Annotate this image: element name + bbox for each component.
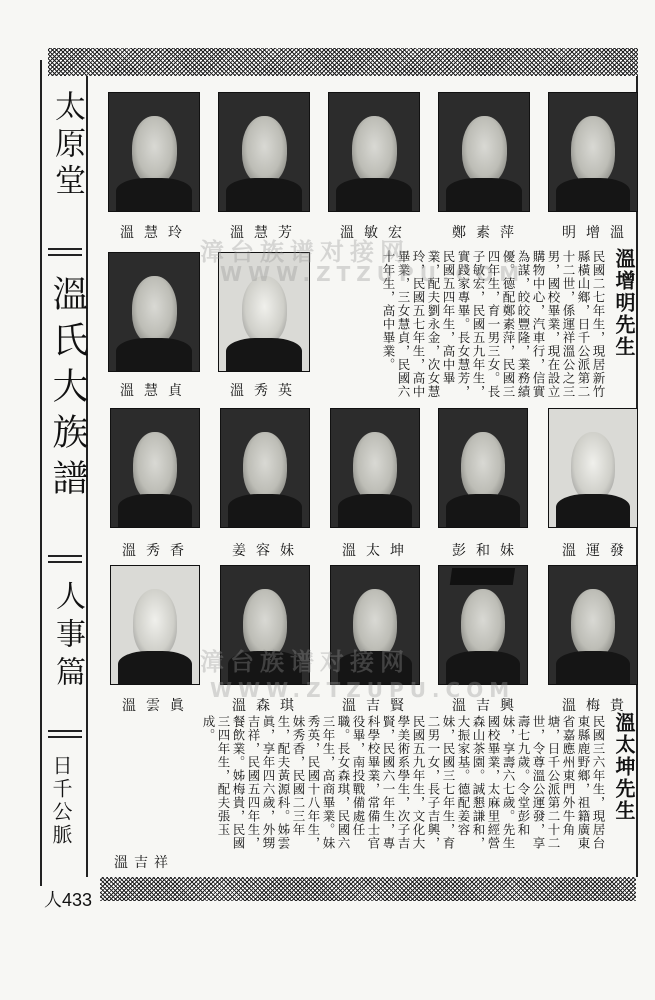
portrait-photo	[548, 92, 638, 212]
bio-text: 民國三六年生，現居台東縣鹿野鄉，祖籍廣東省嘉應州東門外牛角塘，日千公派第二十二世，令尊溫公運發，享壽七九歲。令堂彭和妹，享壽六七歲。先生國校畢業，太麻里經營森山茶園。誠懇謙和，大振家基。德配姜容妹，民國三七年生，育二男一女，長子吉興，民國五九年生，文化大學美術系學生，次子吉賢，民國六一年生，專科學校畢業，常備士官役畢，南投戰備處任職。長女森琪，民國六三年生，高商畢業。妹秀英，民國十八年生，妹秀香，民國二三年生，配夫黃源科。姊雲眞，享年四六歲，外甥吉祥，民國五四年生，餐飲業。姊梅貴，民國三四年生，配夫張玉成。	[201, 715, 606, 850]
page-number: 人433	[40, 886, 96, 912]
portrait-caption: 溫敏宏	[340, 225, 412, 241]
lineage-label: 日千公脈	[49, 755, 73, 847]
watermark-text: 漳台族谱对接网	[200, 648, 410, 676]
watermark-url: WWW.ZTZUPU.COM	[210, 678, 516, 702]
portrait-photo	[108, 92, 200, 212]
divider-ornament	[48, 555, 82, 563]
portrait-photo	[330, 408, 420, 528]
portrait-caption: 溫運發	[562, 543, 634, 559]
portrait-photo	[110, 565, 200, 685]
portrait-caption: 溫慧芳	[230, 225, 302, 241]
bottom-hatched-border	[100, 877, 636, 901]
portrait-photo	[108, 252, 200, 372]
portrait-photo	[438, 565, 528, 685]
clan-title: 溫氏大族譜	[47, 275, 88, 505]
portrait-caption: 鄭素萍	[452, 225, 524, 241]
portrait-caption: 溫秀香	[122, 543, 194, 559]
portrait-caption: 溫梅貴	[562, 698, 634, 714]
bio-heading: 溫增明先生	[612, 248, 636, 358]
portrait-photo	[220, 408, 310, 528]
left-border-line	[40, 60, 42, 890]
portrait-caption: 彭和妹	[452, 543, 524, 559]
portrait-photo	[110, 408, 200, 528]
divider-ornament	[48, 730, 82, 738]
portrait-photo	[548, 408, 638, 528]
hall-name: 太原堂	[49, 90, 85, 201]
portrait-caption: 姜容妹	[232, 543, 304, 559]
portrait-caption: 溫太坤	[342, 543, 414, 559]
portrait-caption: 溫吉賢	[342, 698, 414, 714]
top-hatched-border	[48, 48, 638, 76]
bio-text: 民國二七年生，現居新竹縣橫山鄉，日千公派第二十二世，係運祥溫公之三男，國校畢業，現在設立購物中心，汽車行，信實為謀，皎皎豐隆，業務績優。德配鄭素萍，民國三四年生，育一男三女。長子敏宏，民國五九年生，實踐家專畢。長女慧芳，民國五四年生，高中畢業，配夫劉永金，次女慧玲，民國五七年生，高中畢業，三女慧貞，民國六十年生，高中畢業。	[381, 250, 606, 399]
portrait-caption: 溫慧貞	[120, 383, 192, 399]
portrait-caption: 溫雲眞	[122, 698, 194, 714]
portrait-caption: 溫秀英	[230, 383, 302, 399]
portrait-caption: 溫慧玲	[120, 225, 192, 241]
portrait-caption: 溫吉祥	[114, 855, 174, 871]
bio-heading: 溫太坤先生	[612, 712, 636, 822]
portrait-photo	[218, 92, 310, 212]
divider-ornament	[48, 248, 82, 256]
portrait-caption: 溫吉興	[452, 698, 524, 714]
portrait-photo	[438, 92, 530, 212]
portrait-photo	[328, 92, 420, 212]
section-title: 人事篇	[50, 580, 85, 694]
portrait-photo	[548, 565, 638, 685]
portrait-photo	[438, 408, 528, 528]
watermark-url: WWW.ZTZUPU.COM	[220, 262, 526, 286]
portrait-caption: 溫森琪	[232, 698, 304, 714]
portrait-caption: 明增溫	[562, 225, 634, 241]
watermark-text: 漳台族谱对接网	[200, 238, 410, 266]
